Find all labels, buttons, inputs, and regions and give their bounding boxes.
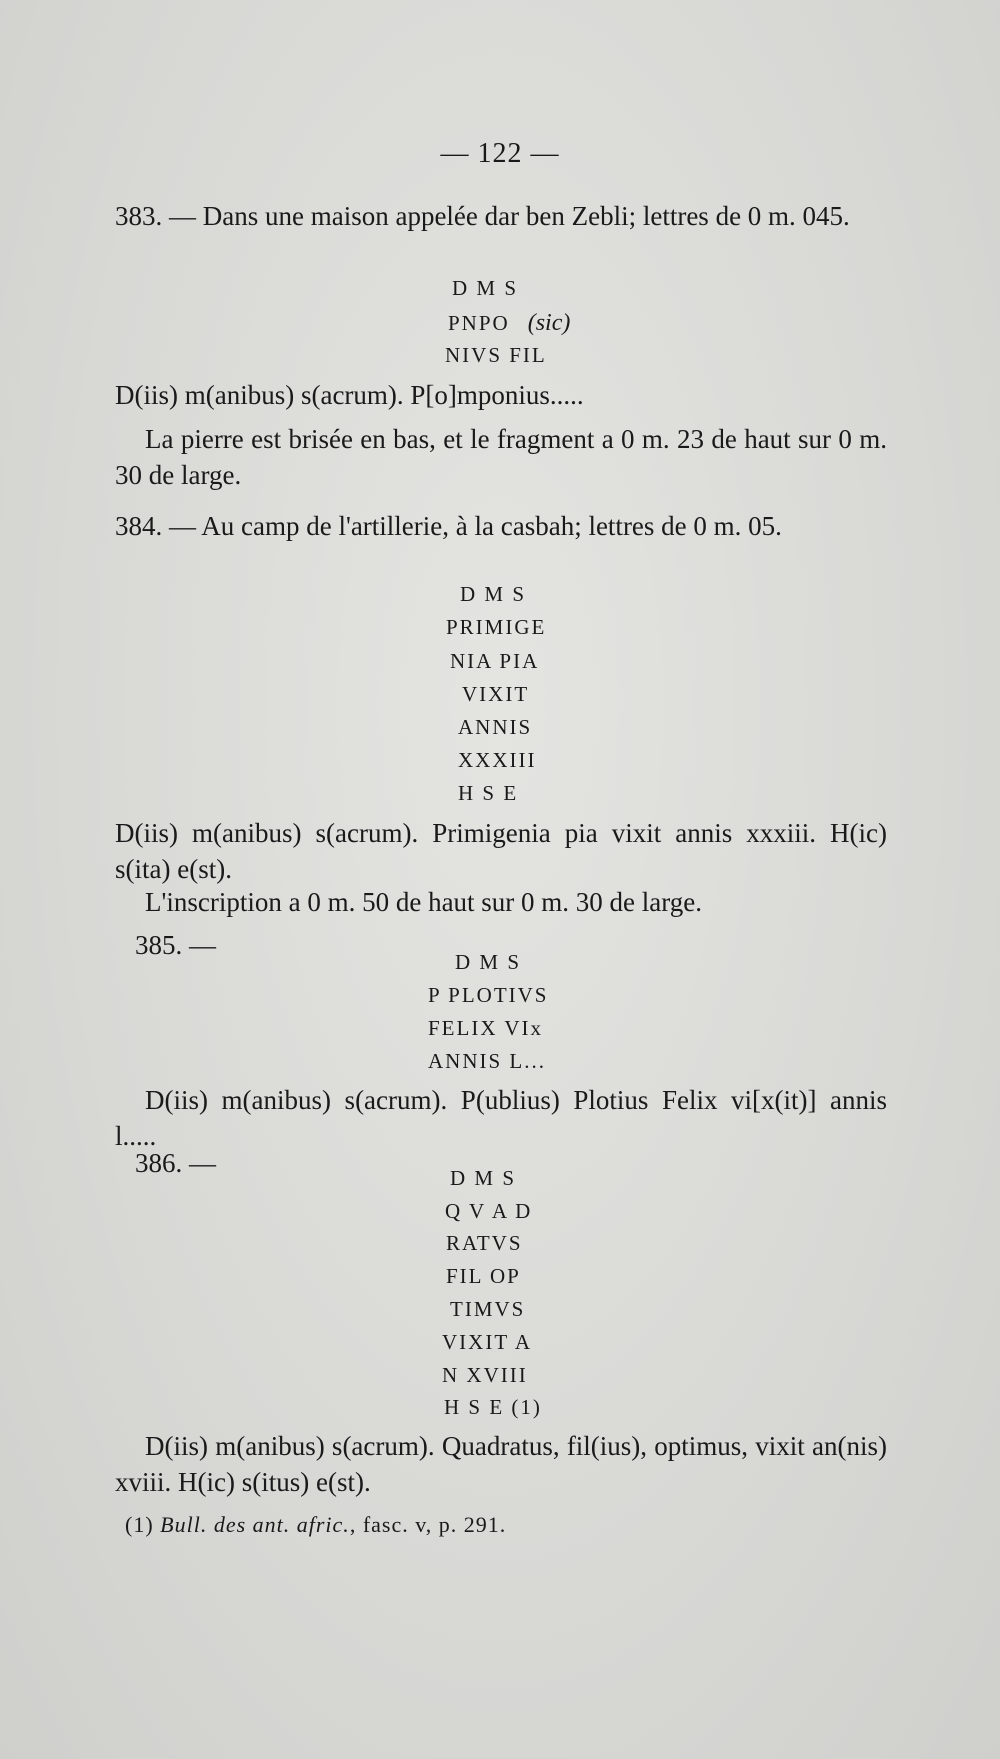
entry-385-number: 385. — bbox=[135, 930, 216, 960]
inscription-line: N XVIII bbox=[442, 1363, 528, 1387]
entry-383-note: La pierre est brisée en bas, et le fragment a 0 m. 23 de haut sur 0 m. 30 de large. bbox=[115, 424, 887, 490]
inscription-line bbox=[448, 310, 570, 337]
footnote-rest: , fasc. v, p. 291. bbox=[349, 1512, 507, 1537]
entry-384-note: L'inscription a 0 m. 50 de haut sur 0 m. 30 de large. bbox=[145, 887, 703, 917]
footnote bbox=[125, 1512, 506, 1538]
inscription-line: D M S bbox=[450, 1166, 517, 1190]
page-number: — 122 — bbox=[440, 138, 560, 169]
inscription-line: FIL OP bbox=[446, 1264, 521, 1288]
inscription-text: PNPO bbox=[448, 311, 510, 335]
inscription-line: XXXIII bbox=[458, 748, 537, 772]
footnote-source: Bull. des ant. afric. bbox=[160, 1512, 350, 1537]
sic-annotation: (sic) bbox=[527, 310, 571, 336]
inscription-line: TIMVS bbox=[450, 1297, 526, 1321]
inscription-line: Q V A D bbox=[445, 1199, 533, 1223]
inscription-line: ANNIS bbox=[458, 715, 533, 739]
entry-386-reading: D(iis) m(anibus) s(acrum). Quadratus, fil(ius), optimus, vixit an(nis) xviii. H(ic) s(itus) e(st). bbox=[115, 1431, 887, 1497]
inscription-line: H S E (1) bbox=[444, 1395, 542, 1419]
inscription-line: H S E bbox=[458, 781, 519, 805]
inscription-line: NIA PIA bbox=[450, 649, 540, 673]
inscription-line: ANNIS L... bbox=[428, 1049, 546, 1073]
inscription-line: NIVS FIL bbox=[445, 343, 547, 367]
inscription-line: VIXIT A bbox=[442, 1330, 533, 1354]
entry-385-reading: D(iis) m(anibus) s(acrum). P(ublius) Plotius Felix vi[x(it)] annis l..... bbox=[115, 1085, 887, 1151]
entry-386-number: 386. — bbox=[135, 1148, 216, 1178]
entry-384-reading: D(iis) m(anibus) s(acrum). Primigenia pia vixit annis xxxiii. H(ic) s(ita) e(st). bbox=[115, 818, 887, 884]
entry-383-reading: D(iis) m(anibus) s(acrum). P[o]mponius..... bbox=[115, 380, 584, 410]
inscription-line: D M S bbox=[460, 582, 527, 606]
inscription-line: PRIMIGE bbox=[446, 615, 547, 639]
inscription-line: D M S bbox=[452, 276, 519, 300]
inscription-line: RATVS bbox=[446, 1231, 523, 1255]
footnote-marker: (1) bbox=[125, 1512, 154, 1537]
inscription-line: P PLOTIVS bbox=[428, 983, 549, 1007]
inscription-line: VIXIT bbox=[462, 682, 530, 706]
entry-383-intro: 383. — Dans une maison appelée dar ben Zebli; lettres de 0 m. 045. bbox=[115, 201, 850, 231]
entry-384-intro: 384. — Au camp de l'artillerie, à la casbah; lettres de 0 m. 05. bbox=[115, 511, 782, 541]
inscription-line: D M S bbox=[455, 950, 522, 974]
inscription-line: FELIX VIx bbox=[428, 1016, 544, 1040]
